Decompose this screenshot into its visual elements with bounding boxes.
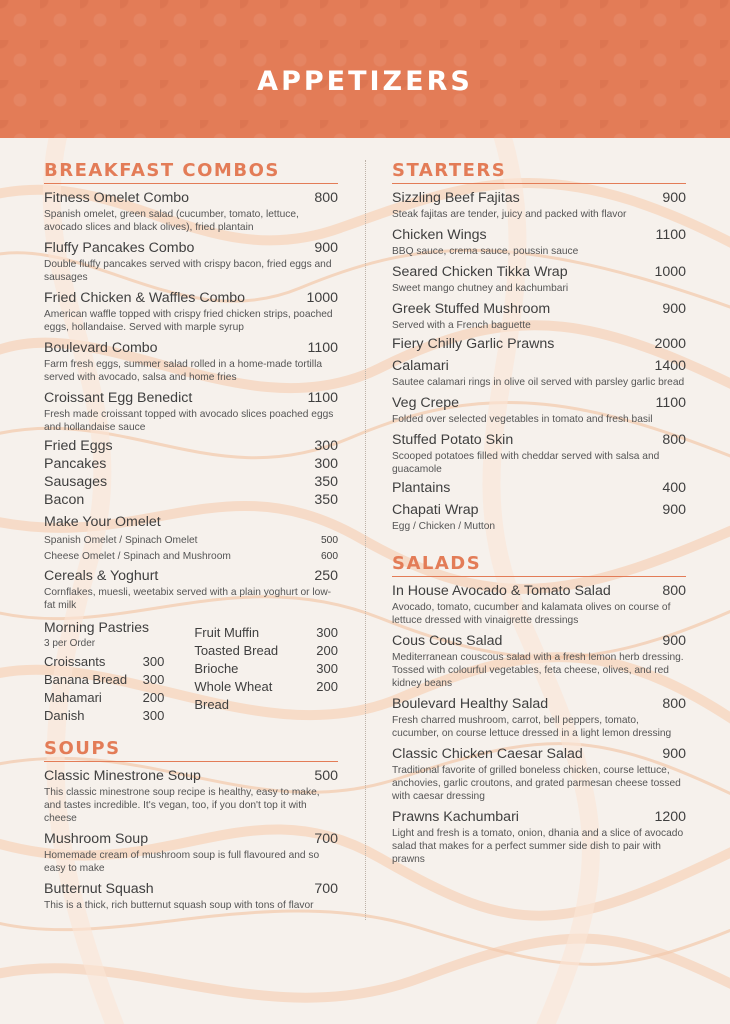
item-name: Sizzling Beef Fajitas xyxy=(392,190,520,206)
item-row xyxy=(44,456,338,472)
pastry-price: 300 xyxy=(316,661,338,676)
item-name: Cereals & Yoghurt xyxy=(44,568,159,584)
pastry-item xyxy=(194,625,338,643)
item-price: 900 xyxy=(662,502,686,518)
menu-item xyxy=(44,831,338,875)
option-price: 500 xyxy=(321,535,338,546)
item-name: Seared Chicken Tikka Wrap xyxy=(392,264,568,280)
item-price: 1000 xyxy=(654,264,686,280)
option-name: Spanish Omelet / Spinach Omelet xyxy=(44,535,198,546)
item-row xyxy=(392,583,686,599)
item-row xyxy=(392,746,686,762)
item-price: 700 xyxy=(314,881,338,897)
breakfast-simple-items xyxy=(44,438,338,508)
item-name: In House Avocado & Tomato Salad xyxy=(392,583,611,599)
item-row xyxy=(44,768,338,784)
item-name: Fried Eggs xyxy=(44,438,113,454)
item-row xyxy=(392,432,686,448)
item-price: 1100 xyxy=(655,227,686,243)
item-description: Double fluffy pancakes served with crispy bacon, fried eggs and sausages xyxy=(44,259,332,283)
menu-item xyxy=(44,568,338,612)
menu-item xyxy=(392,633,686,690)
pastry-name: Fruit Muffin xyxy=(194,625,260,640)
item-price: 900 xyxy=(314,240,338,256)
item-price: 1100 xyxy=(307,390,338,406)
section-title-starters: STARTERS xyxy=(392,160,686,184)
menu-item xyxy=(392,264,686,295)
item-description: Farm fresh eggs, summer salad rolled in a home-made tortilla served with avocado, salsa and home fries xyxy=(44,359,323,383)
item-row xyxy=(44,438,338,454)
menu-item xyxy=(44,390,338,434)
item-price: 350 xyxy=(314,492,338,508)
pastry-item xyxy=(44,708,164,726)
header-banner xyxy=(0,0,730,138)
item-name: Chapati Wrap xyxy=(392,502,479,518)
pastry-price: 200 xyxy=(142,690,165,705)
salads-items xyxy=(392,583,686,866)
pastries-subtitle: 3 per Order xyxy=(44,638,96,649)
option-name: Cheese Omelet / Spinach and Mushroom xyxy=(44,551,231,562)
menu-item xyxy=(44,514,338,562)
pastry-item xyxy=(194,643,338,661)
omelet-options xyxy=(44,535,338,562)
menu-item xyxy=(392,502,686,533)
item-name: Greek Stuffed Mushroom xyxy=(392,301,551,317)
pastry-name: Banana Bread xyxy=(44,672,128,687)
soups-items xyxy=(44,768,338,912)
menu-item xyxy=(44,492,338,508)
item-row xyxy=(44,340,338,356)
pastry-name: Mahamari xyxy=(44,690,102,705)
item-row xyxy=(44,290,338,306)
menu-item xyxy=(44,768,338,825)
pastry-price: 200 xyxy=(316,643,338,658)
item-name: Plantains xyxy=(392,480,451,496)
menu-item xyxy=(392,480,686,496)
right-column xyxy=(392,160,686,866)
item-name: Chicken Wings xyxy=(392,227,487,243)
item-name: Fitness Omelet Combo xyxy=(44,190,190,206)
item-price: 300 xyxy=(314,456,338,472)
menu-item xyxy=(392,358,686,389)
item-name: Butternut Squash xyxy=(44,881,154,897)
item-row xyxy=(44,390,338,406)
pastries-right xyxy=(194,625,338,726)
item-row xyxy=(44,831,338,847)
item-row xyxy=(392,502,686,518)
item-row xyxy=(392,227,686,243)
item-row xyxy=(392,336,686,352)
item-row xyxy=(392,633,686,649)
item-price: 900 xyxy=(662,633,686,649)
item-row xyxy=(44,492,338,508)
item-price: 800 xyxy=(662,696,686,712)
menu-item xyxy=(392,395,686,426)
item-price: 900 xyxy=(662,190,686,206)
pastry-item xyxy=(44,690,164,708)
item-row xyxy=(44,240,338,256)
item-description: Mediterranean couscous salad with a fresh lemon herb dressing. Tossed with colourful vegetables, feta cheese, olives, and red kidney beans xyxy=(392,652,684,689)
item-row xyxy=(392,809,686,825)
item-row xyxy=(392,301,686,317)
item-name: Classic Chicken Caesar Salad xyxy=(392,746,583,762)
menu-item xyxy=(44,340,338,384)
menu-item xyxy=(44,474,338,490)
item-price: 900 xyxy=(662,301,686,317)
item-description: American waffle topped with crispy fried chicken strips, poached eggs, hollandaise. Served with marple syrup xyxy=(44,309,333,333)
pastry-name: Bread xyxy=(194,697,230,712)
item-row xyxy=(392,696,686,712)
item-price: 400 xyxy=(662,480,686,496)
item-row xyxy=(392,480,686,496)
menu-item xyxy=(44,438,338,454)
item-row xyxy=(44,881,338,897)
pastry-item xyxy=(194,697,338,715)
option-price: 600 xyxy=(321,551,338,562)
omelet-option xyxy=(44,551,338,562)
item-name: Stuffed Potato Skin xyxy=(392,432,514,448)
pastry-price: 300 xyxy=(142,654,165,669)
omelet-option xyxy=(44,535,338,546)
item-price: 350 xyxy=(314,474,338,490)
menu-item xyxy=(44,290,338,334)
item-price: 900 xyxy=(662,746,686,762)
item-price: 500 xyxy=(314,768,338,784)
item-price: 800 xyxy=(662,432,686,448)
item-name: Pancakes xyxy=(44,456,107,472)
item-row xyxy=(392,264,686,280)
item-price: 800 xyxy=(314,190,338,206)
item-name: Bacon xyxy=(44,492,85,508)
pastry-price: 300 xyxy=(142,672,165,687)
section-title-breakfast: BREAKFAST COMBOS xyxy=(44,160,338,184)
pastry-name: Danish xyxy=(44,708,85,723)
column-divider xyxy=(365,160,366,920)
item-name: Prawns Kachumbari xyxy=(392,809,519,825)
pastry-name: Toasted Bread xyxy=(194,643,279,658)
menu-item xyxy=(392,190,686,221)
menu-item xyxy=(392,809,686,866)
item-name: Boulevard Healthy Salad xyxy=(392,696,549,712)
pastry-name: Brioche xyxy=(194,661,239,676)
menu-item xyxy=(44,190,338,234)
item-description: Steak fajitas are tender, juicy and packed with flavor xyxy=(392,209,627,220)
pastry-price: 300 xyxy=(142,708,165,723)
item-row xyxy=(44,474,338,490)
item-price: 1100 xyxy=(655,395,686,411)
pastries-left xyxy=(44,637,164,726)
item-description: Fresh made croissant topped with avocado slices poached eggs and hollandaise sauce xyxy=(44,409,334,433)
breakfast-items xyxy=(44,190,338,434)
item-description: Served with a French baguette xyxy=(392,320,531,331)
menu-item xyxy=(392,746,686,803)
section-title-soups: SOUPS xyxy=(44,738,338,762)
item-description: Sweet mango chutney and kachumbari xyxy=(392,283,569,294)
item-row xyxy=(392,190,686,206)
page-title: APPETIZERS xyxy=(257,66,473,97)
item-name: Fiery Chilly Garlic Prawns xyxy=(392,336,555,352)
item-price: 250 xyxy=(314,568,338,584)
item-description: Folded over selected vegetables in tomato and fresh basil xyxy=(392,414,653,425)
item-row xyxy=(392,395,686,411)
item-description: Light and fresh is a tomato, onion, dhania and a slice of avocado salad that makes for a perfect summer side dish to pair with prawns xyxy=(392,828,684,865)
item-name: Veg Crepe xyxy=(392,395,460,411)
menu-item xyxy=(392,301,686,332)
item-description: Scooped potatoes filled with cheddar served with salsa and guacamole xyxy=(392,451,660,475)
item-name: Calamari xyxy=(392,358,449,374)
pastry-price: 300 xyxy=(316,625,338,640)
menu-item xyxy=(44,881,338,912)
item-name: Mushroom Soup xyxy=(44,831,149,847)
item-name: Fluffy Pancakes Combo xyxy=(44,240,195,256)
item-description: Avocado, tomato, cucumber and kalamata olives on course of lettuce dressed with vinaigrette dressings xyxy=(392,602,671,626)
item-name: Croissant Egg Benedict xyxy=(44,390,193,406)
item-row xyxy=(392,358,686,374)
starters-items xyxy=(392,190,686,533)
pastry-price: 200 xyxy=(316,679,338,694)
item-description: BBQ sauce, crema sauce, poussin sauce xyxy=(392,246,579,257)
item-price: 800 xyxy=(662,583,686,599)
item-description: Egg / Chicken / Mutton xyxy=(392,521,496,532)
pastry-name: Croissants xyxy=(44,654,106,669)
item-name: Make Your Omelet xyxy=(44,514,161,530)
item-description: This is a thick, rich butternut squash soup with tons of flavor xyxy=(44,900,314,911)
item-description: Fresh charred mushroom, carrot, bell peppers, tomato, cucumber, on course lettuce dressed in a light lemon dressing xyxy=(392,715,672,739)
menu-item xyxy=(392,432,686,476)
item-price: 1000 xyxy=(306,290,338,306)
left-column xyxy=(44,160,338,912)
item-description: Traditional favorite of grilled boneless chicken, course lettuce, anchovies, garlic croutons, and grated parmesan cheese tossed with caesar dressing xyxy=(392,765,681,802)
item-price: 300 xyxy=(314,438,338,454)
item-name: Boulevard Combo xyxy=(44,340,158,356)
item-name: Fried Chicken & Waffles Combo xyxy=(44,290,246,306)
item-price: 2000 xyxy=(654,336,686,352)
pastry-item xyxy=(44,672,164,690)
item-price: 1400 xyxy=(654,358,686,374)
menu-item xyxy=(392,696,686,740)
item-name: Cous Cous Salad xyxy=(392,633,503,649)
item-price: 1100 xyxy=(307,340,338,356)
item-row xyxy=(44,190,338,206)
menu-item xyxy=(44,456,338,472)
section-title-salads: SALADS xyxy=(392,553,686,577)
pastry-item xyxy=(44,654,164,672)
item-price: 700 xyxy=(314,831,338,847)
item-name: Classic Minestrone Soup xyxy=(44,768,201,784)
menu-item xyxy=(392,227,686,258)
item-price: 1200 xyxy=(654,809,686,825)
menu-item xyxy=(392,336,686,352)
pastry-name: Whole Wheat xyxy=(194,679,273,694)
menu-item xyxy=(392,583,686,627)
pastries-title: Morning Pastries xyxy=(44,619,150,635)
item-description: This classic minestrone soup recipe is healthy, easy to make, and tastes incredible. It's vegan, too, if you don't top it with cheese xyxy=(44,787,320,824)
menu-item xyxy=(44,240,338,284)
item-description: Cornflakes, muesli, weetabix served with a plain yoghurt or low-fat milk xyxy=(44,587,332,611)
item-description: Spanish omelet, green salad (cucumber, tomato, lettuce, avocado slices and black olives), fried plantain xyxy=(44,209,299,233)
item-description: Sautee calamari rings in olive oil served with parsley garlic bread xyxy=(392,377,685,388)
item-description: Homemade cream of mushroom soup is full flavoured and so easy to make xyxy=(44,850,320,874)
item-name: Sausages xyxy=(44,474,108,490)
pastry-item xyxy=(194,679,338,697)
pastry-item xyxy=(194,661,338,679)
